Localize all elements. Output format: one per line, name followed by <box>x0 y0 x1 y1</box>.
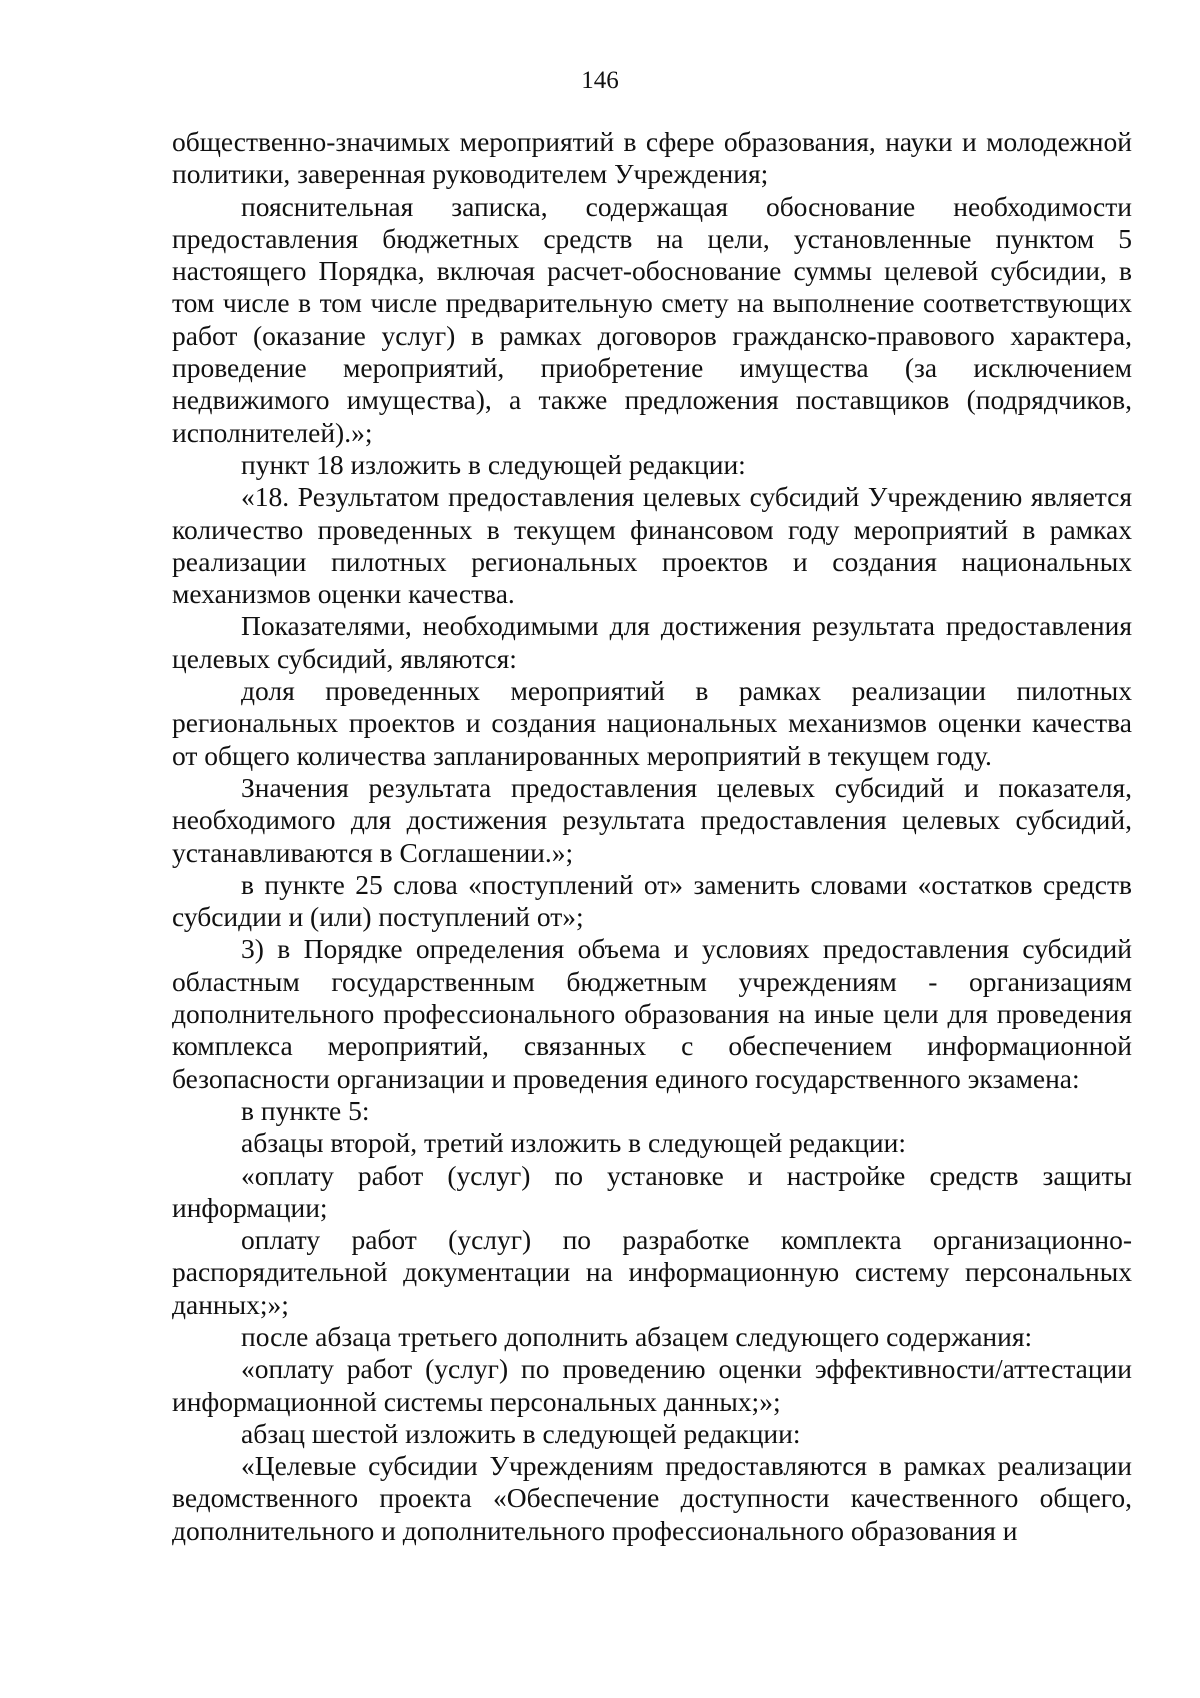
paragraph: «оплату работ (услуг) по установке и настройке средств защиты информации; <box>172 1159 1132 1223</box>
paragraph: общественно-значимых мероприятий в сфере образования, науки и молодежной политики, заверенная руководителем Учреждения; <box>172 126 1132 190</box>
paragraph: «Целевые субсидии Учреждениям предоставляются в рамках реализации ведомственного проекта «Обеспечение доступности качественного общего, дополнительного и дополнительного профессионального образования и <box>172 1450 1132 1546</box>
paragraph: абзацы второй, третий изложить в следующей редакции: <box>241 1127 906 1159</box>
paragraph: «оплату работ (услуг) по проведению оценки эффективности/аттестации информационной системы персональных данных;»; <box>172 1353 1132 1417</box>
paragraph: Показателями, необходимыми для достижения результата предоставления целевых субсидий, являются: <box>172 610 1132 674</box>
paragraph: в пункте 25 слова «поступлений от» заменить словами «остатков средств субсидии и (или) поступлений от»; <box>172 868 1132 933</box>
paragraph: доля проведенных мероприятий в рамках реализации пилотных региональных проектов и создания национальных механизмов оценки качества от общего количества запланированных мероприятий в текущем году. <box>172 675 1132 771</box>
page-number: 146 <box>581 67 619 94</box>
paragraph: после абзаца третьего дополнить абзацем следующего содержания: <box>241 1320 1033 1352</box>
paragraph: «18. Результатом предоставления целевых субсидий Учреждению является количество проведенных в текущем финансовом году мероприятий в рамках реализации пилотных региональных проектов и создания национальных механизмов оценки качества. <box>172 481 1132 610</box>
paragraph: Значения результата предоставления целевых субсидий и показателя, необходимого для достижения результата предоставления целевых субсидий, устанавливаются в Соглашении.»; <box>172 771 1132 868</box>
paragraph: пояснительная записка, содержащая обоснование необходимости предоставления бюджетных средств на цели, установленные пунктом 5 настоящего Порядка, включая расчет-обоснование суммы целевой субсидии, в том числе в том числе предварительную смету на выполнение соответствующих работ (оказание услуг) в рамках договоров гражданско-правового характера, проведение мероприятий, приобретение имущества (за исключением недвижимого имущества), а также предложения поставщиков (подрядчиков, исполнителей).»; <box>172 190 1132 448</box>
paragraph: в пункте 5: <box>241 1094 370 1126</box>
document-body <box>172 126 1132 1547</box>
paragraph: оплату работ (услуг) по разработке комплекта организационно-распорядительной документации на информационную систему персональных данных;»; <box>172 1224 1132 1320</box>
paragraph: 3) в Порядке определения объема и условиях предоставления субсидий областным государственным бюджетным учреждениям - организациям дополнительного профессионального образования на иные цели для проведения комплекса мероприятий, связанных с обеспечением информационной безопасности организации и проведения единого государственного экзамена: <box>172 933 1132 1094</box>
paragraph: абзац шестой изложить в следующей редакции: <box>241 1417 801 1449</box>
paragraph: пункт 18 изложить в следующей редакции: <box>241 448 746 480</box>
